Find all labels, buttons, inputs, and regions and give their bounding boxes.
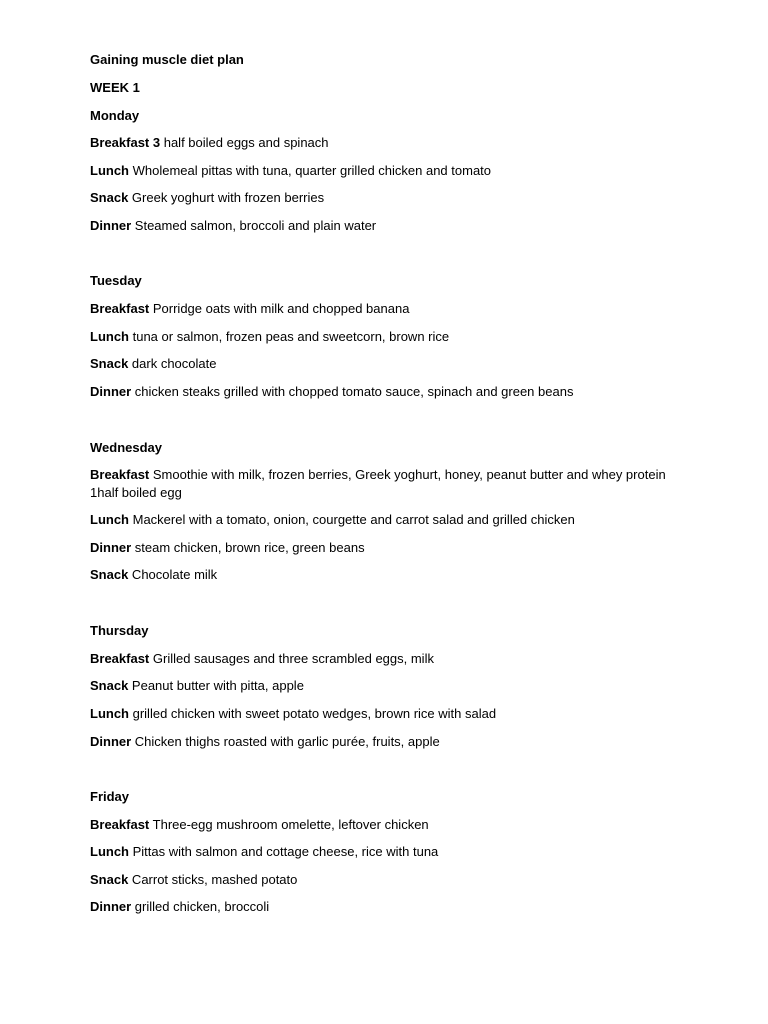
- meal-text: Three-egg mushroom omelette, leftover chicken: [149, 817, 429, 832]
- meal-label: Breakfast 3: [90, 135, 161, 150]
- meal-label: Dinner: [90, 384, 132, 399]
- meal-text: Chicken thighs roasted with garlic purée, fruits, apple: [131, 734, 440, 749]
- meal-text: dark chocolate: [128, 356, 217, 371]
- meal-line: [90, 383, 690, 401]
- meal-line: [90, 300, 690, 318]
- meal-line: [90, 189, 690, 207]
- meal-text: Chocolate milk: [128, 567, 218, 582]
- meal-line: [90, 539, 690, 557]
- meal-label: Dinner: [90, 540, 132, 555]
- meal-label: Snack: [90, 190, 129, 205]
- meal-text: Mackerel with a tomato, onion, courgette and carrot salad and grilled chicken: [129, 512, 575, 527]
- meal-line: [90, 134, 690, 152]
- meal-text: Wholemeal pittas with tuna, quarter grilled chicken and tomato: [129, 163, 492, 178]
- day-heading-thursday: Thursday: [90, 623, 149, 638]
- meal-text: Greek yoghurt with frozen berries: [128, 190, 325, 205]
- meal-text: Pittas with salmon and cottage cheese, rice with tuna: [129, 844, 439, 859]
- meal-label: Snack: [90, 567, 129, 582]
- meal-text: steam chicken, brown rice, green beans: [131, 540, 365, 555]
- meal-text: tuna or salmon, frozen peas and sweetcorn, brown rice: [129, 329, 450, 344]
- meal-label: Snack: [90, 356, 129, 371]
- week-heading: WEEK 1: [90, 80, 140, 95]
- meal-line: [90, 328, 690, 346]
- day-heading-monday: Monday: [90, 108, 140, 123]
- meal-line: [90, 898, 690, 916]
- meal-text: Grilled sausages and three scrambled eggs, milk: [149, 651, 434, 666]
- meal-text: Carrot sticks, mashed potato: [128, 872, 298, 887]
- meal-label: Lunch: [90, 706, 129, 721]
- meal-line: [90, 217, 690, 235]
- meal-text: chicken steaks grilled with chopped tomato sauce, spinach and green beans: [131, 384, 574, 399]
- meal-line: [90, 733, 690, 751]
- meal-line: [90, 650, 690, 668]
- meal-text: Peanut butter with pitta, apple: [128, 678, 304, 693]
- meal-label: Lunch: [90, 163, 129, 178]
- meal-label: Breakfast: [90, 651, 150, 666]
- meal-line: [90, 566, 690, 584]
- meal-text: Porridge oats with milk and chopped banana: [149, 301, 410, 316]
- meal-line: [90, 162, 690, 180]
- meal-label: Snack: [90, 872, 129, 887]
- day-heading-tuesday: Tuesday: [90, 273, 142, 288]
- meal-label: Lunch: [90, 512, 129, 527]
- document-title: Gaining muscle diet plan: [90, 52, 244, 67]
- meal-label: Snack: [90, 678, 129, 693]
- meal-label: Dinner: [90, 218, 132, 233]
- meal-label: Breakfast: [90, 301, 150, 316]
- meal-text: Steamed salmon, broccoli and plain water: [131, 218, 377, 233]
- meal-line: [90, 511, 690, 529]
- meal-text: grilled chicken with sweet potato wedges, brown rice with salad: [129, 706, 497, 721]
- meal-line: [90, 355, 690, 373]
- meal-label: Breakfast: [90, 467, 150, 482]
- meal-line: [90, 705, 690, 723]
- day-heading-wednesday: Wednesday: [90, 440, 163, 455]
- meal-label: Dinner: [90, 734, 132, 749]
- meal-line: [90, 871, 690, 889]
- meal-line: [90, 843, 690, 861]
- day-heading-friday: Friday: [90, 789, 130, 804]
- meal-text: half boiled eggs and spinach: [160, 135, 329, 150]
- meal-line: [90, 466, 670, 502]
- meal-line: [90, 677, 690, 695]
- meal-label: Breakfast: [90, 817, 150, 832]
- meal-label: Lunch: [90, 844, 129, 859]
- meal-label: Dinner: [90, 899, 132, 914]
- meal-label: Lunch: [90, 329, 129, 344]
- meal-text: grilled chicken, broccoli: [131, 899, 270, 914]
- meal-text: Smoothie with milk, frozen berries, Greek yoghurt, honey, peanut butter and whey protein 1half boiled egg: [90, 467, 666, 500]
- meal-line: [90, 816, 690, 834]
